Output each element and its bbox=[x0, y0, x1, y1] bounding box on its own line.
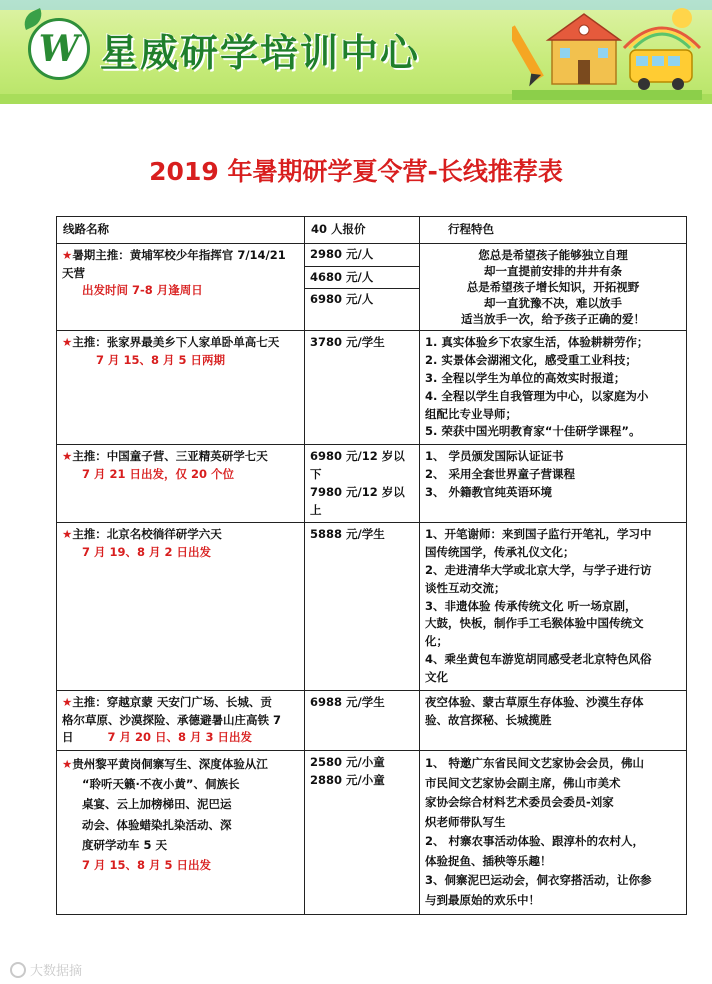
route-name-line: ★贵州黎平黄岗侗寨写生、深度体验从江 bbox=[62, 757, 268, 772]
departure-date: 7 月 15、8 月 5 日出发 bbox=[82, 857, 212, 872]
star-icon: ★ bbox=[62, 694, 73, 709]
feature-line: 5. 荣获中国光明教育家“十佳研学课程”。 bbox=[425, 424, 641, 439]
route-name-line: 动会、体验蜡染扎染活动、深 bbox=[82, 817, 232, 832]
departure-date: 7 月 20 日、8 月 3 日出发 bbox=[107, 730, 253, 745]
route-name-cell bbox=[57, 523, 305, 690]
feature-line: 2、走进清华大学或北京大学，与学子进行访 bbox=[425, 563, 652, 578]
price-cell bbox=[305, 690, 420, 750]
price-line: 3780 元/学生 bbox=[310, 335, 385, 350]
table-row bbox=[57, 243, 687, 330]
price-line: 6980 元/12 岁以下 bbox=[310, 449, 405, 481]
watermark-text: 大数据摘 bbox=[30, 964, 83, 979]
feature-line: 家协会综合材料艺术委员会委员-刘家 bbox=[425, 795, 614, 810]
route-name-cell bbox=[57, 751, 305, 914]
route-name-line: ★主推：北京名校徜徉研学六天 bbox=[62, 527, 222, 542]
price-cell bbox=[305, 751, 420, 914]
route-name-line bbox=[62, 729, 299, 747]
feature-line: 却一直提前安排的井井有条 bbox=[484, 263, 622, 278]
table-row bbox=[57, 751, 687, 914]
route-name-line: 格尔草原、沙漠探险、承德避暑山庄高铁 7 bbox=[62, 712, 282, 727]
page-title: 2019 年暑期研学夏令营-长线推荐表 bbox=[149, 157, 563, 186]
route-name-cell bbox=[57, 690, 305, 750]
feature-line: 3、侗寨泥巴运动会，侗衣穿搭活动，让你参 bbox=[425, 873, 652, 888]
feature-line: 3、 外籍教官纯英语环境 bbox=[425, 484, 553, 499]
route-name-line: 天营 bbox=[62, 265, 85, 280]
feature-line: 1、开笔谢师：来到国子监行开笔礼，学习中 bbox=[425, 527, 652, 542]
feature-line: 文化 bbox=[425, 669, 448, 684]
header-price: 40 人报价 bbox=[305, 217, 420, 244]
price-line: 2880 元/小童 bbox=[310, 772, 385, 787]
logo bbox=[28, 18, 90, 80]
features-cell bbox=[420, 331, 687, 445]
feature-line: 3. 全程以学生为单位的高效实时报道； bbox=[425, 370, 626, 385]
route-name-cell bbox=[57, 331, 305, 445]
feature-line: 1、 特邀广东省民间文艺家协会会员，佛山 bbox=[425, 756, 645, 771]
feature-line: 适当放手一次，给予孩子正确的爱！ bbox=[461, 312, 645, 327]
feature-line: 与到最原始的欢乐中！ bbox=[425, 892, 540, 907]
features-cell bbox=[420, 690, 687, 750]
table-row bbox=[57, 331, 687, 445]
route-name-line: ★主推：穿越京蒙 天安门广场、长城、贡 bbox=[62, 694, 272, 709]
star-icon: ★ bbox=[62, 449, 73, 464]
feature-line: 4、乘坐黄包车游览胡同感受老北京特色风俗 bbox=[425, 652, 652, 667]
feature-line: 验、故宫探秘、长城揽胜 bbox=[425, 712, 552, 727]
route-table bbox=[56, 216, 687, 915]
route-name-line: ★暑期主推：黄埔军校少年指挥官 7/14/21 bbox=[62, 247, 286, 262]
price-line: 5888 元/学生 bbox=[310, 527, 385, 542]
table-row bbox=[57, 445, 687, 523]
route-name-line: ★主推：中国童子营、三亚精英研学七天 bbox=[62, 449, 268, 464]
feature-line: 2、 村寨农事活动体验、跟淳朴的农村人， bbox=[425, 834, 645, 849]
departure-date: 7 月 21 日出发，仅 20 个位 bbox=[82, 466, 235, 481]
feature-line: 您总是希望孩子能够独立自理 bbox=[478, 247, 628, 262]
star-icon: ★ bbox=[62, 335, 73, 350]
route-name-line: ★主推：张家界最美乡下人家单卧单高七天 bbox=[62, 335, 280, 350]
logo-letter: W bbox=[38, 28, 80, 70]
watermark-logo-icon bbox=[10, 962, 26, 978]
feature-line: 1. 真实体验乡下农家生活，体验耕耕劳作； bbox=[425, 335, 649, 350]
feature-line: 谈性互动交流； bbox=[425, 580, 506, 595]
star-icon: ★ bbox=[62, 527, 73, 542]
features-cell bbox=[420, 523, 687, 690]
price-cell bbox=[305, 331, 420, 445]
feature-line: 2. 实景体会湖湘文化，感受重工业科技； bbox=[425, 353, 637, 368]
feature-line: 组配比专业导师； bbox=[425, 406, 517, 421]
departure-date: 出发时间 7-8 月逢周日 bbox=[82, 283, 203, 298]
price-cell bbox=[305, 243, 420, 330]
features-cell bbox=[420, 243, 687, 330]
feature-line: 大鼓，快板，制作手工毛猴体验中国传统文 bbox=[425, 616, 644, 631]
price-line: 4680 元/人 bbox=[305, 266, 419, 289]
departure-date: 7 月 15、8 月 5 日两期 bbox=[96, 353, 226, 368]
school-illustration-icon bbox=[512, 4, 702, 100]
price-line: 7980 元/12 岁以上 bbox=[310, 484, 405, 517]
route-name-line: 桌宴、云上加榜梯田、泥巴运 bbox=[82, 797, 232, 812]
departure-date: 7 月 19、8 月 2 日出发 bbox=[82, 545, 212, 560]
feature-line: 体验捉鱼、插秧等乐趣！ bbox=[425, 853, 552, 868]
star-icon: ★ bbox=[62, 757, 73, 772]
star-icon: ★ bbox=[62, 247, 73, 262]
route-name-line: “聆听天籁·不夜小黄”、侗族长 bbox=[82, 777, 240, 792]
feature-line: 国传统国学，传承礼仪文化； bbox=[425, 545, 575, 560]
feature-line: 4. 全程以学生自我管理为中心，以家庭为小 bbox=[425, 388, 649, 403]
header-features: 行程特色 bbox=[420, 217, 687, 244]
header-route-name: 线路名称 bbox=[57, 217, 305, 244]
price-cell bbox=[305, 445, 420, 523]
feature-line: 化； bbox=[425, 634, 448, 649]
table-row bbox=[57, 690, 687, 750]
features-cell bbox=[420, 751, 687, 914]
feature-line: 却一直犹豫不决，难以放手 bbox=[484, 296, 622, 311]
table-row bbox=[57, 523, 687, 690]
feature-line: 市民间文艺家协会副主席，佛山市美术 bbox=[425, 775, 621, 790]
price-line: 6980 元/人 bbox=[305, 288, 419, 311]
price-line: 2580 元/小童 bbox=[310, 755, 385, 770]
feature-line: 总是希望孩子增长知识，开拓视野 bbox=[466, 280, 640, 294]
features-cell bbox=[420, 445, 687, 523]
feature-line: 1、 学员颁发国际认证证书 bbox=[425, 449, 564, 464]
price-cell bbox=[305, 523, 420, 690]
price-line: 6988 元/学生 bbox=[310, 694, 385, 709]
feature-line: 炽老师带队写生 bbox=[425, 814, 506, 829]
feature-line: 3、非遗体验 传承传统文化 听一场京剧， bbox=[425, 598, 637, 613]
route-name-line: 度研学动车 5 天 bbox=[82, 837, 168, 852]
feature-line: 夜空体验、蒙古草原生存体验、沙漠生存体 bbox=[425, 694, 644, 709]
table-header-row bbox=[57, 217, 687, 244]
route-name-cell bbox=[57, 243, 305, 330]
price-line: 2980 元/人 bbox=[310, 246, 374, 261]
header-banner bbox=[0, 0, 712, 104]
watermark bbox=[10, 960, 82, 979]
feature-line: 2、 采用全套世界童子营课程 bbox=[425, 466, 576, 481]
route-name-cell bbox=[57, 445, 305, 523]
brand-name: 星威研学培训中心 bbox=[100, 31, 421, 75]
route-name-line-tail: 日 bbox=[62, 730, 74, 745]
